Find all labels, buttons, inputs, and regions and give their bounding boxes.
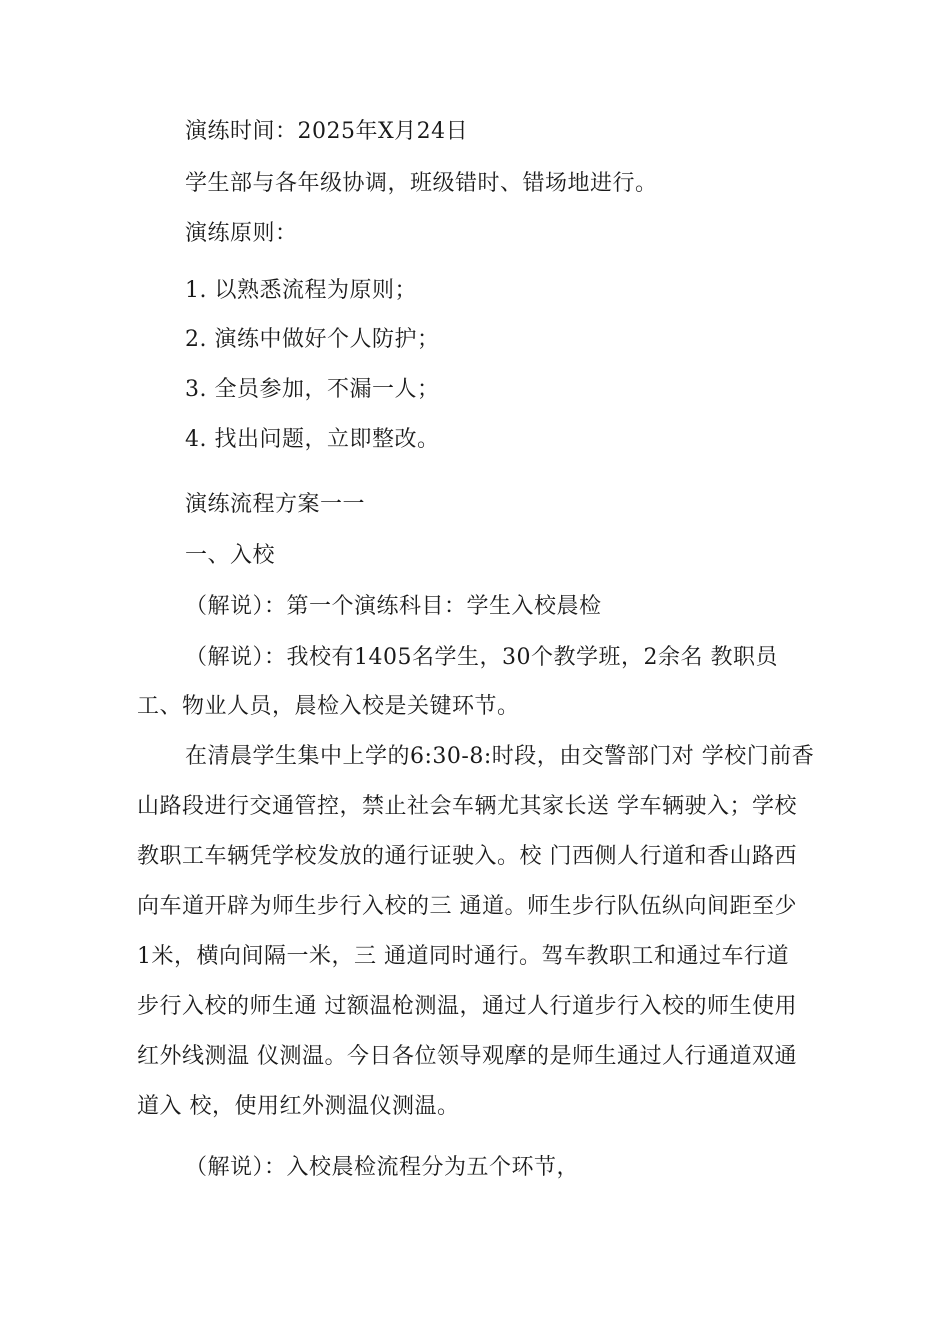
principle-item: 4. 找出问题，立即整改。 <box>185 427 440 452</box>
body-line: 向车道开辟为师生步行入校的三 通道。师生步行队伍纵向间距至少 <box>137 894 797 919</box>
coordination-note: 学生部与各年级协调，班级错时、错场地进行。 <box>185 171 658 196</box>
section-heading: 一、入校 <box>185 543 276 568</box>
body-line: 山路段进行交通管控，禁止社会车辆尤其家长送 学车辆驶入；学校 <box>137 794 797 819</box>
narration: （解说）：入校晨检流程分为五个环节， <box>185 1155 580 1180</box>
body-line: 红外线测温 仪测温。今日各位领导观摩的是师生通过人行通道双通 <box>137 1044 797 1069</box>
principle-item: 3. 全员参加，不漏一人； <box>185 377 440 402</box>
narration: （解说）：第一个演练科目：学生入校晨检 <box>185 594 602 619</box>
body-line: 道入 校，使用红外测温仪测温。 <box>137 1094 460 1119</box>
body-line: 在清晨学生集中上学的6:30-8:时段，由交警部门对 学校门前香 <box>185 744 815 769</box>
body-line: 教职工车辆凭学校发放的通行证驶入。校 门西侧人行道和香山路西 <box>137 844 797 869</box>
body-line: 步行入校的师生通 过额温枪测温，通过人行道步行入校的师生使用 <box>137 994 797 1019</box>
principles-heading: 演练原则： <box>185 221 298 246</box>
principle-item: 1. 以熟悉流程为原则； <box>185 278 417 303</box>
body-line: 1米，横向间隔一米，三 通道同时通行。驾车教职工和通过车行道 <box>137 944 789 969</box>
narration: （解说）：我校有1405名学生，30个教学班，2余名 教职员 <box>185 645 778 670</box>
process-heading: 演练流程方案一一 <box>185 492 366 517</box>
principle-item: 2. 演练中做好个人防护； <box>185 327 440 352</box>
narration-continued: 工、物业人员，晨检入校是关键环节。 <box>137 694 520 719</box>
drill-time: 演练时间：2025年X月24日 <box>185 119 469 144</box>
